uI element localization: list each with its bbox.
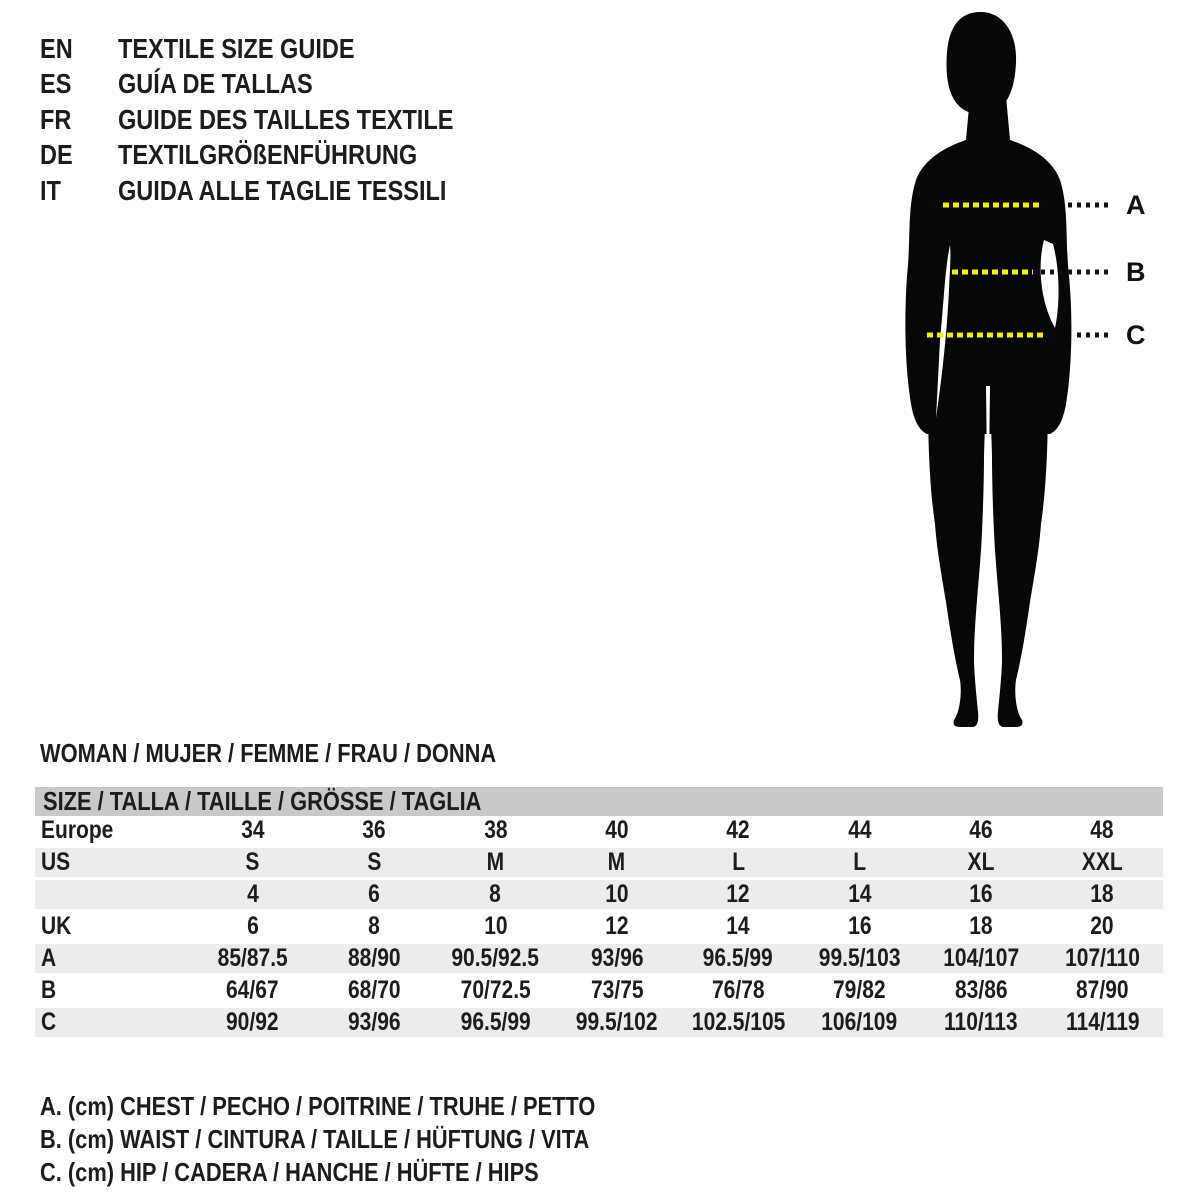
language-code: EN	[40, 32, 73, 64]
table-cell: 87/90	[1076, 976, 1129, 1004]
table-cell: 85/87.5	[217, 944, 288, 972]
language-row	[40, 173, 517, 209]
measure-label-a: A	[1126, 190, 1146, 220]
table-cell: 96.5/99	[460, 1008, 531, 1036]
row-label: UK	[41, 912, 72, 940]
language-title: GUIDA ALLE TAGLIE TESSILI	[118, 174, 447, 206]
legend-item-hip: C. (cm) HIP / CADERA / HANCHE / HÜFTE / HIPS	[40, 1157, 539, 1187]
table-cell: 38	[483, 816, 508, 844]
table-cell: 42	[726, 816, 750, 844]
table-cell: L	[731, 848, 745, 876]
table-cell: 70/72.5	[460, 976, 531, 1004]
table-cell: 18	[1090, 880, 1114, 908]
table-cell: 90/92	[226, 1008, 279, 1036]
measurement-figure	[860, 0, 1200, 740]
table-cell: 16	[847, 912, 872, 940]
table-row-hip	[35, 1008, 1163, 1040]
table-cell: 73/75	[590, 976, 644, 1004]
language-list	[40, 31, 517, 209]
table-cell: 104/107	[942, 944, 1019, 972]
table-cell: L	[853, 848, 866, 876]
table-cell: 4	[246, 880, 259, 908]
row-label	[35, 880, 192, 909]
table-cell: 110/113	[944, 1008, 1018, 1036]
table-cell: 10	[483, 912, 508, 940]
size-table	[35, 787, 1163, 1040]
table-cell: 34	[241, 816, 265, 844]
table-cell: 44	[847, 816, 872, 844]
legend-item-waist: B. (cm) WAIST / CINTURA / TAILLE / HÜFTUNG / VITA	[40, 1124, 590, 1154]
language-title: GUÍA DE TALLAS	[118, 68, 313, 100]
language-code: FR	[40, 103, 72, 135]
measure-label-c: C	[1126, 320, 1146, 350]
table-cell: 68/70	[347, 976, 401, 1004]
table-cell: 18	[969, 912, 993, 940]
table-cell: 36	[362, 816, 386, 844]
table-row-europe	[35, 816, 1163, 848]
language-code: DE	[40, 139, 73, 171]
table-cell: 16	[969, 880, 993, 908]
table-cell: 102.5/105	[691, 1008, 785, 1036]
language-row	[40, 102, 517, 138]
table-cell: 46	[969, 816, 993, 844]
language-title: TEXTILGRÖßENFÜHRUNG	[118, 139, 418, 171]
table-cell: M	[608, 848, 626, 876]
table-cell: 40	[605, 816, 629, 844]
row-label: A	[41, 944, 57, 972]
table-cell: 6	[246, 912, 259, 940]
table-cell: 90.5/92.5	[451, 944, 540, 972]
table-cell: 14	[726, 912, 750, 940]
table-cell: 6	[368, 880, 380, 908]
table-cell: 93/96	[347, 1008, 401, 1036]
table-row-us-numeric	[35, 880, 1163, 912]
table-cell: S	[367, 848, 382, 876]
table-cell: M	[486, 848, 505, 876]
table-cell: 8	[489, 880, 502, 908]
table-cell: XL	[967, 848, 995, 876]
row-label: C	[41, 1008, 57, 1036]
table-cell: XXL	[1081, 848, 1123, 876]
table-cell: 114/119	[1065, 1008, 1140, 1036]
table-cell: 12	[605, 912, 629, 940]
table-row-chest	[35, 944, 1163, 976]
table-cell: 88/90	[347, 944, 401, 972]
table-cell: S	[245, 848, 260, 876]
woman-silhouette	[860, 0, 1200, 740]
language-title: GUIDE DES TAILLES TEXTILE	[118, 103, 454, 135]
table-cell: 107/110	[1064, 944, 1140, 972]
table-cell: 8	[368, 912, 380, 940]
table-row-uk	[35, 912, 1163, 944]
language-code: IT	[40, 174, 61, 206]
measure-label-b: B	[1126, 257, 1146, 287]
table-cell: 14	[847, 880, 872, 908]
language-title: TEXTILE SIZE GUIDE	[118, 32, 355, 64]
table-cell: 20	[1090, 912, 1114, 940]
table-row-waist	[35, 976, 1163, 1008]
table-cell: 48	[1090, 816, 1114, 844]
table-cell: 99.5/103	[818, 944, 901, 972]
section-title: WOMAN / MUJER / FEMME / FRAU / DONNA	[40, 738, 497, 768]
table-row-us	[35, 848, 1163, 880]
row-label: Europe	[41, 816, 114, 844]
table-cell: 99.5/102	[575, 1008, 658, 1036]
table-cell: 93/96	[590, 944, 644, 972]
language-row	[40, 138, 517, 174]
legend-item-chest: A. (cm) CHEST / PECHO / POITRINE / TRUHE / PETTO	[40, 1091, 596, 1121]
table-cell: 96.5/99	[703, 944, 774, 972]
table-cell: 79/82	[833, 976, 886, 1004]
table-cell: 10	[605, 880, 629, 908]
row-label: B	[41, 976, 57, 1004]
table-cell: 64/67	[226, 976, 279, 1004]
row-label: US	[41, 848, 71, 876]
language-row	[40, 31, 517, 67]
language-row	[40, 67, 517, 103]
measurement-legend	[40, 1090, 701, 1189]
size-table-header: SIZE / TALLA / TAILLE / GRÖSSE / TAGLIA	[35, 787, 1163, 816]
language-code: ES	[40, 68, 72, 100]
table-cell: 106/109	[821, 1008, 898, 1036]
table-cell: 12	[726, 880, 750, 908]
table-cell: 83/86	[954, 976, 1008, 1004]
table-cell: 76/78	[711, 976, 765, 1004]
